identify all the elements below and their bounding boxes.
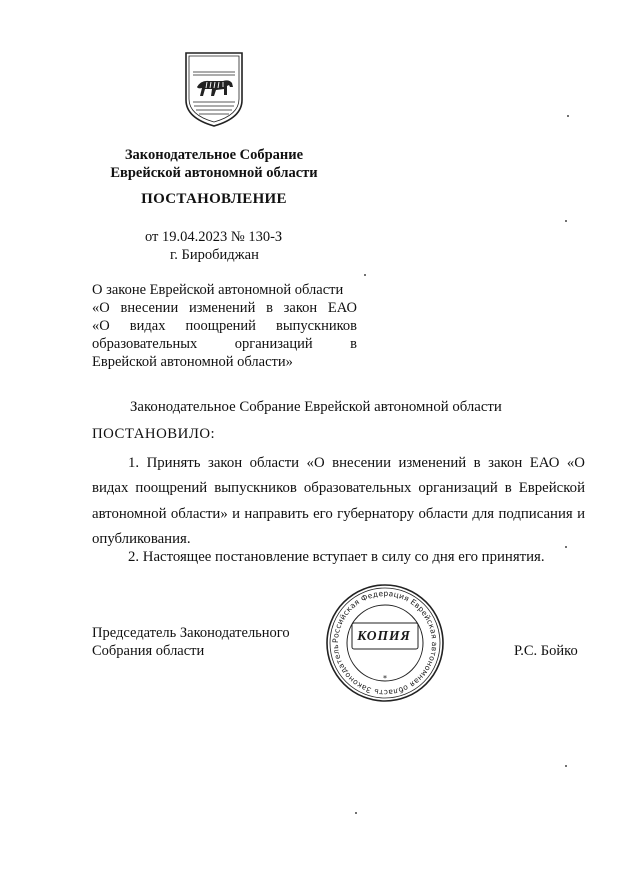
resolution-paragraph-1: 1. Принять закон области «О внесении изменений в закон ЕАО «О видах поощрений выпускников образовательных организаций в Еврейской автономной области» и направить его губернатору области для подписания и опубликования. [92,455,585,547]
scan-speck [355,812,357,814]
scan-speck [364,274,366,276]
svg-text:*: * [383,674,387,683]
subject-line: «О внесении изменений в закон ЕАО [92,300,357,316]
resolution-intro: Законодательное Собрание Еврейской автономной области [130,399,502,415]
scan-speck [565,546,567,548]
organization-name-line1: Законодательное Собрание [124,147,304,163]
svg-text:Российская Федерация Еврейская: Российская Федерация Еврейская автономная область Законодатель [330,588,440,698]
resolution-word: ПОСТАНОВИЛО: [92,426,216,442]
subject-line: «О видах поощрений выпускников [92,318,357,334]
signatory-position-line1: Председатель Законодательного [92,625,290,641]
scan-speck [567,115,569,117]
scan-speck [565,765,567,767]
subject-line: О законе Еврейской автономной области [92,282,344,298]
signatory-name: Р.С. Бойко [514,643,578,659]
signatory-position-line2: Собрания области [92,643,205,659]
document-type-title: ПОСТАНОВЛЕНИЕ [141,191,287,207]
document-date-number: от 19.04.2023 № 130-З [145,229,283,245]
subject-line: Еврейской автономной области» [92,354,293,370]
resolution-paragraph-2: 2. Настоящее постановление вступает в силу со дня его принятия. [128,549,545,565]
scan-speck [565,220,567,222]
organization-name-line2: Еврейской автономной области [110,165,318,181]
seal-copy-label: КОПИЯ [357,628,411,643]
subject-line: образовательных организаций в [92,336,357,352]
coat-of-arms-emblem [183,50,245,128]
document-city: г. Биробиджан [170,247,259,263]
document-subject [92,281,357,371]
